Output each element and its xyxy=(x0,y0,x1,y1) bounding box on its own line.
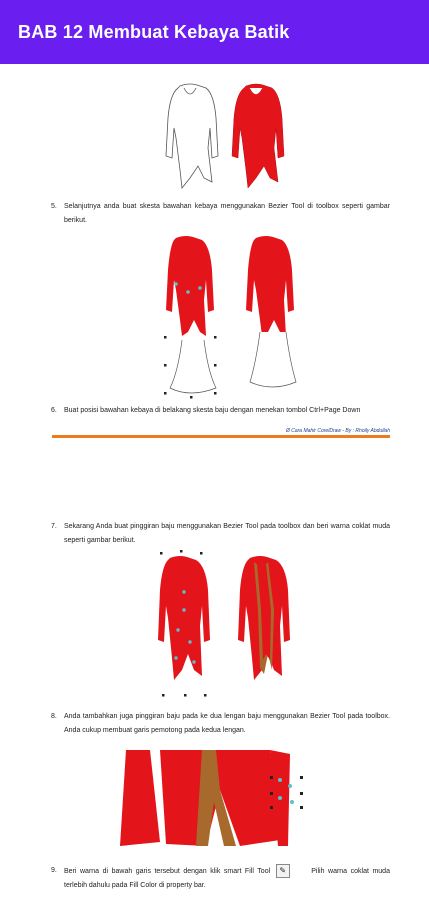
kebaya-outline xyxy=(166,84,218,188)
kebaya-red xyxy=(232,84,284,188)
skirt-outline xyxy=(170,340,216,393)
step-number: 7. xyxy=(51,523,57,530)
step-7 xyxy=(51,520,390,548)
step-text: Selanjutnya anda buat skesta bawahan kebaya menggunakan Bezier Tool di toolbox seperti gambar berikut. xyxy=(64,203,390,224)
step-number: 6. xyxy=(51,407,57,414)
smart-fill-tool-icon: ✎ xyxy=(276,864,290,878)
step-6 xyxy=(51,404,390,418)
app-title: BAB 12 Membuat Kebaya Batik xyxy=(18,21,290,42)
step-5 xyxy=(51,200,390,228)
kebaya-left xyxy=(166,236,214,336)
step-text: Beri warna di bawah garis tersebut dengan klik smart Fill Tool xyxy=(64,867,271,875)
kebaya-trim-figure xyxy=(154,550,314,702)
document-page-2 xyxy=(0,510,429,900)
document-page-1 xyxy=(0,64,429,444)
kebaya-skirt-sketch-figure xyxy=(160,232,320,402)
app-bar xyxy=(0,0,429,64)
step-text-continued: Pilih warna coklat muda terlebih dahulu pada Fill Color di property bar. xyxy=(64,867,390,889)
document-viewer[interactable] xyxy=(0,64,429,900)
step-9 xyxy=(51,864,390,893)
kebaya-right xyxy=(246,236,294,336)
step-number: 8. xyxy=(51,713,57,720)
skirt-right-outline xyxy=(250,332,296,387)
step-text: Anda tambahkan juga pinggiran baju pada ke dua lengan baju menggunakan Bezier Tool pada toolbox. Anda cukup membuat garis pemotong pada kedua lengan. xyxy=(64,713,390,734)
step-text: Sekarang Anda buat pinggiran baju menggunakan Bezier Tool pada toolbox dan beri warna coklat muda seperti gambar berikut. xyxy=(64,523,390,544)
step-number: 9. xyxy=(51,867,57,874)
step-text: Buat posisi bawahan kebaya di belakang skesta baju dengan menekan tombol Ctrl+Page Down xyxy=(64,407,361,414)
kebaya-outline-and-fill-figure xyxy=(160,78,300,198)
step-number: 5. xyxy=(51,203,57,210)
kebaya-brown-trim xyxy=(238,556,290,680)
page-footer-text: Ø Cara Mahir CorelDraw - By : Rhoily Abdullah xyxy=(285,428,390,434)
page-footer-line xyxy=(52,435,390,438)
step-8 xyxy=(51,710,390,738)
kebaya-zoom-figure xyxy=(120,750,310,846)
